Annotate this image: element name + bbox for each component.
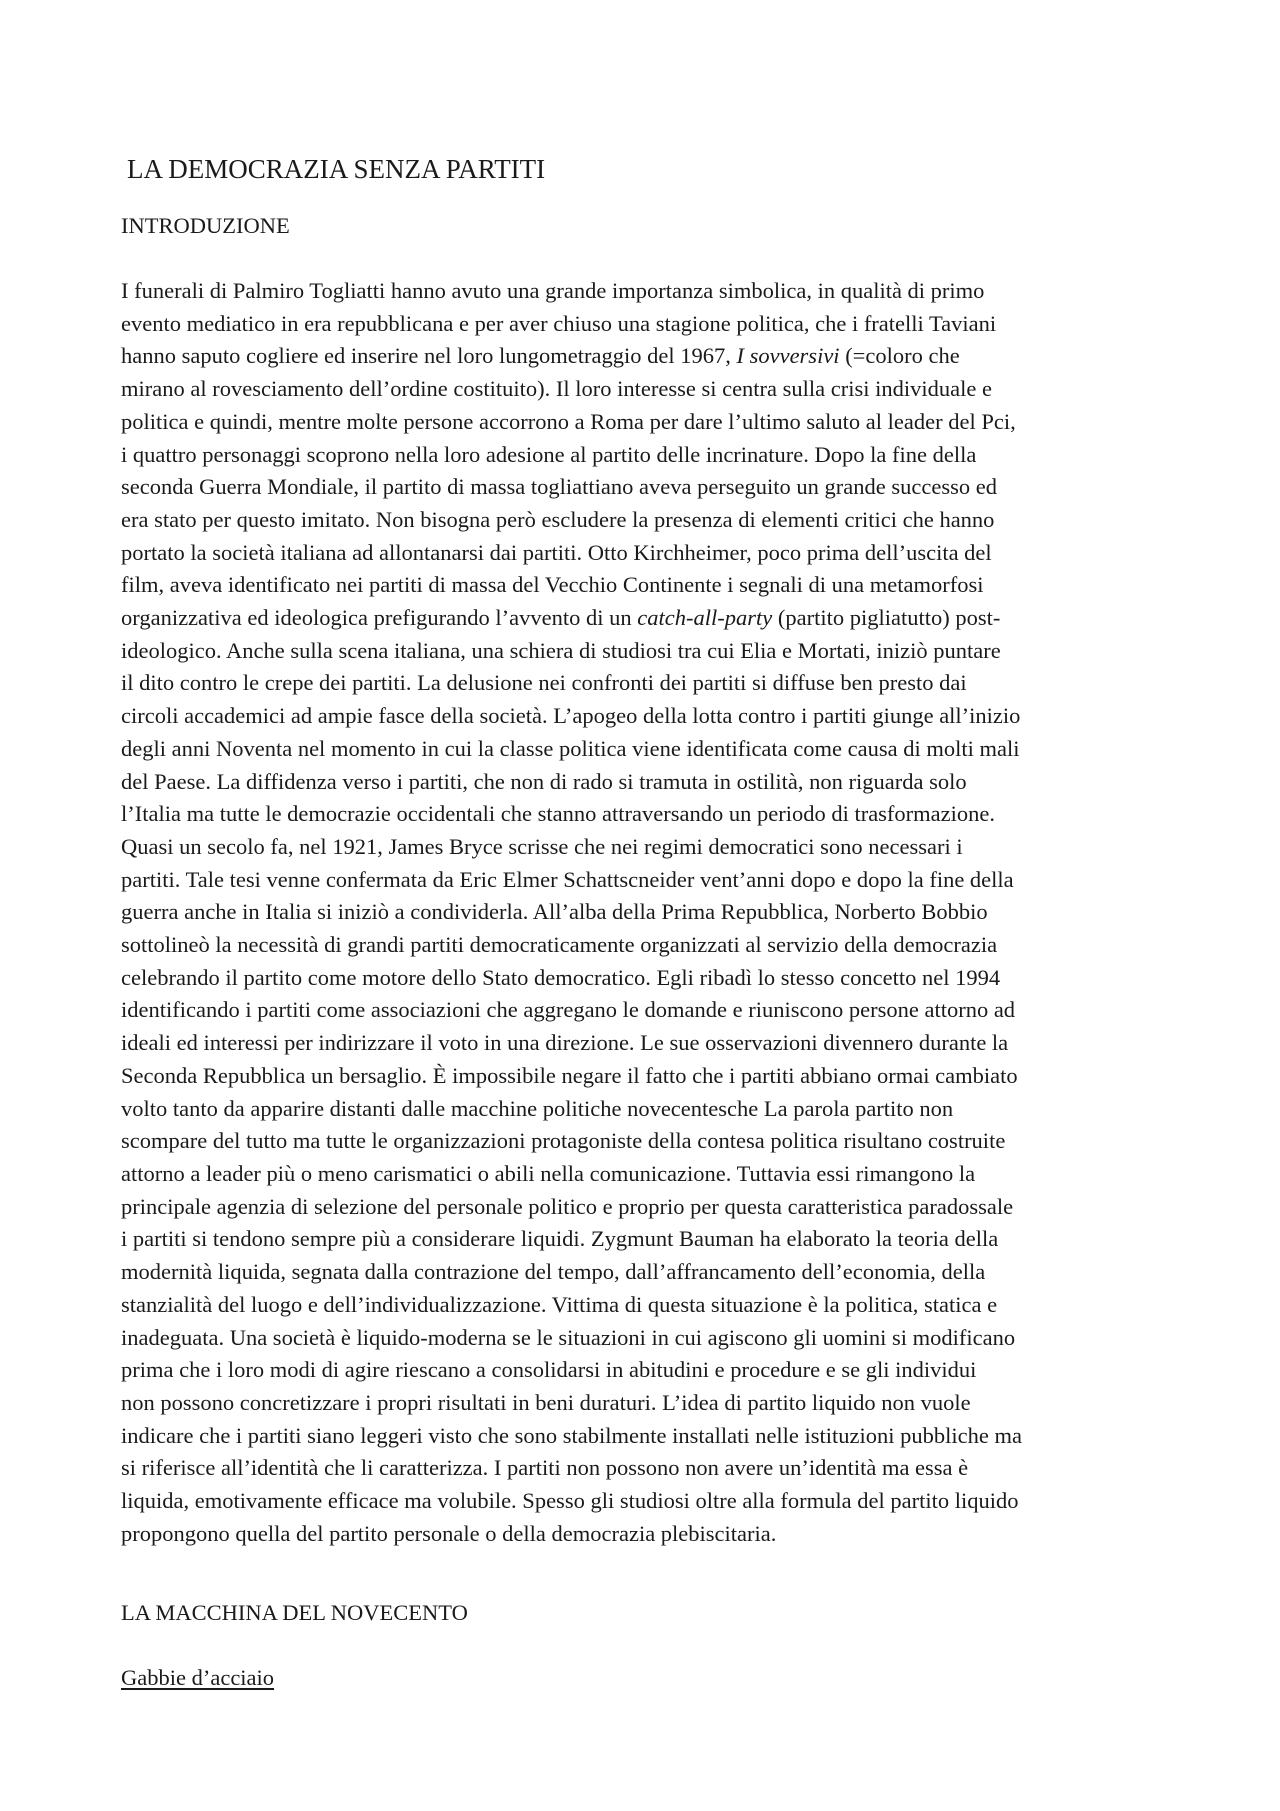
paragraph-line: portato la società italiana ad allontanarsi dai partiti. Otto Kirchheimer, poco prima dell’uscita del bbox=[121, 539, 992, 565]
paragraph-line: i quattro personaggi scoprono nella loro adesione al partito delle incrinature. Dopo la fine della bbox=[121, 441, 977, 467]
document-title: LA DEMOCRAZIA SENZA PARTITI bbox=[127, 154, 546, 184]
paragraph-line: Quasi un secolo fa, nel 1921, James Bryce scrisse che nei regimi democratici sono necessari i bbox=[121, 833, 963, 859]
paragraph-line: modernità liquida, segnata dalla contrazione del tempo, dall’affrancamento dell’economia, della bbox=[121, 1259, 986, 1285]
line-text: hanno saputo cogliere ed inserire nel loro lungometraggio del 1967, bbox=[121, 343, 737, 369]
paragraph-line: si riferisce all’identità che li caratterizza. I partiti non possono non avere un’identità ma essa è bbox=[121, 1455, 969, 1481]
term-italic: catch-all-party bbox=[637, 605, 773, 631]
section-heading-introduzione: INTRODUZIONE bbox=[121, 213, 290, 238]
paragraph-line: ideologico. Anche sulla scena italiana, una schiera di studiosi tra cui Elia e Mortati, iniziò puntare bbox=[121, 637, 1001, 663]
line-text: organizzativa ed ideologica prefigurando l’avvento di un bbox=[121, 605, 638, 631]
paragraph-line: mirano al rovesciamento dell’ordine costituito). Il loro interesse si centra sulla crisi individuale e bbox=[121, 376, 992, 402]
paragraph-line: film, aveva identificato nei partiti di massa del Vecchio Continente i segnali di una metamorfosi bbox=[121, 572, 984, 598]
paragraph-line: indicare che i partiti siano leggeri visto che sono stabilmente installati nelle istituzioni pubbliche ma bbox=[121, 1422, 1023, 1448]
paragraph-line: seconda Guerra Mondiale, il partito di massa togliattiano aveva perseguito un grande successo ed bbox=[121, 474, 997, 500]
paragraph-line: prima che i loro modi di agire riescano a consolidarsi in abitudini e procedure e se gli individui bbox=[121, 1357, 977, 1383]
intro-paragraph bbox=[121, 275, 1171, 1550]
paragraph-line: stanzialità del luogo e dell’individualizzazione. Vittima di questa situazione è la politica, statica e bbox=[121, 1291, 998, 1317]
paragraph-line: era stato per questo imitato. Non bisogna però escludere la presenza di elementi critici che hanno bbox=[121, 506, 995, 532]
paragraph-line: identificando i partiti come associazioni che aggregano le domande e riuniscono persone attorno ad bbox=[121, 997, 1016, 1023]
paragraph-line: non possono concretizzare i propri risultati in beni duraturi. L’idea di partito liquido non vuole bbox=[121, 1389, 971, 1415]
film-title-italic: I sovversivi bbox=[736, 343, 840, 369]
paragraph-line: volto tanto da apparire distanti dalle macchine politiche novecentesche La parola partito non bbox=[121, 1095, 954, 1121]
paragraph-line: celebrando il partito come motore dello Stato democratico. Egli ribadì lo stesso concetto nel 1994 bbox=[121, 964, 1001, 990]
paragraph-line: sottolineò la necessità di grandi partiti democraticamente organizzati al servizio della democrazia bbox=[121, 932, 998, 958]
paragraph-line: l’Italia ma tutte le democrazie occidentali che stanno attraversando un periodo di trasformazione. bbox=[121, 801, 996, 827]
section-heading-macchina: LA MACCHINA DEL NOVECENTO bbox=[121, 1600, 468, 1625]
paragraph-line bbox=[121, 602, 1171, 635]
paragraph-line: Seconda Repubblica un bersaglio. È impossibile negare il fatto che i partiti abbiano ormai cambiato bbox=[121, 1062, 1018, 1088]
paragraph-line: propongono quella del partito personale o della democrazia plebiscitaria. bbox=[121, 1520, 777, 1546]
paragraph-line: scompare del tutto ma tutte le organizzazioni protagoniste della contesa politica risultano costruite bbox=[121, 1128, 1006, 1154]
paragraph-line: partiti. Tale tesi venne confermata da Eric Elmer Schattscneider vent’anni dopo e dopo la fine della bbox=[121, 866, 1014, 892]
paragraph-line: evento mediatico in era repubblicana e per aver chiuso una stagione politica, che i fratelli Taviani bbox=[121, 310, 997, 336]
line-text: (=coloro che bbox=[839, 343, 960, 369]
paragraph-line: principale agenzia di selezione del personale politico e proprio per questa caratteristica paradossale bbox=[121, 1193, 1014, 1219]
subsection-heading-gabbie: Gabbie d’acciaio bbox=[121, 1665, 275, 1690]
paragraph-line: liquida, emotivamente efficace ma volubile. Spesso gli studiosi oltre alla formula del partito liquido bbox=[121, 1488, 1019, 1514]
paragraph-line: ideali ed interessi per indirizzare il voto in una direzione. Le sue osservazioni divennero durante la bbox=[121, 1030, 1009, 1056]
paragraph-line: i partiti si tendono sempre più a considerare liquidi. Zygmunt Bauman ha elaborato la teoria della bbox=[121, 1226, 999, 1252]
paragraph-line: guerra anche in Italia si iniziò a condividerla. All’alba della Prima Repubblica, Norberto Bobbio bbox=[121, 899, 988, 925]
paragraph-line bbox=[121, 340, 1171, 373]
paragraph-line: il dito contro le crepe dei partiti. La delusione nei confronti dei partiti si diffuse ben presto dai bbox=[121, 670, 967, 696]
paragraph-line: I funerali di Palmiro Togliatti hanno avuto una grande importanza simbolica, in qualità di primo bbox=[121, 278, 985, 303]
line-text: (partito pigliatutto) post- bbox=[772, 605, 1001, 631]
paragraph-line: circoli accademici ad ampie fasce della società. L’apogeo della lotta contro i partiti giunge all’inizio bbox=[121, 703, 1021, 729]
paragraph-line: degli anni Noventa nel momento in cui la classe politica viene identificata come causa di molti mali bbox=[121, 735, 1020, 761]
paragraph-line: del Paese. La diffidenza verso i partiti, che non di rado si tramuta in ostilità, non riguarda solo bbox=[121, 768, 967, 794]
paragraph-line: attorno a leader più o meno carismatici o abili nella comunicazione. Tuttavia essi rimangono la bbox=[121, 1160, 976, 1186]
paragraph-line: inadeguata. Una società è liquido-moderna se le situazioni in cui agiscono gli uomini si modificano bbox=[121, 1324, 1016, 1350]
paragraph-line: politica e quindi, mentre molte persone accorrono a Roma per dare l’ultimo saluto al leader del Pci, bbox=[121, 408, 1016, 434]
